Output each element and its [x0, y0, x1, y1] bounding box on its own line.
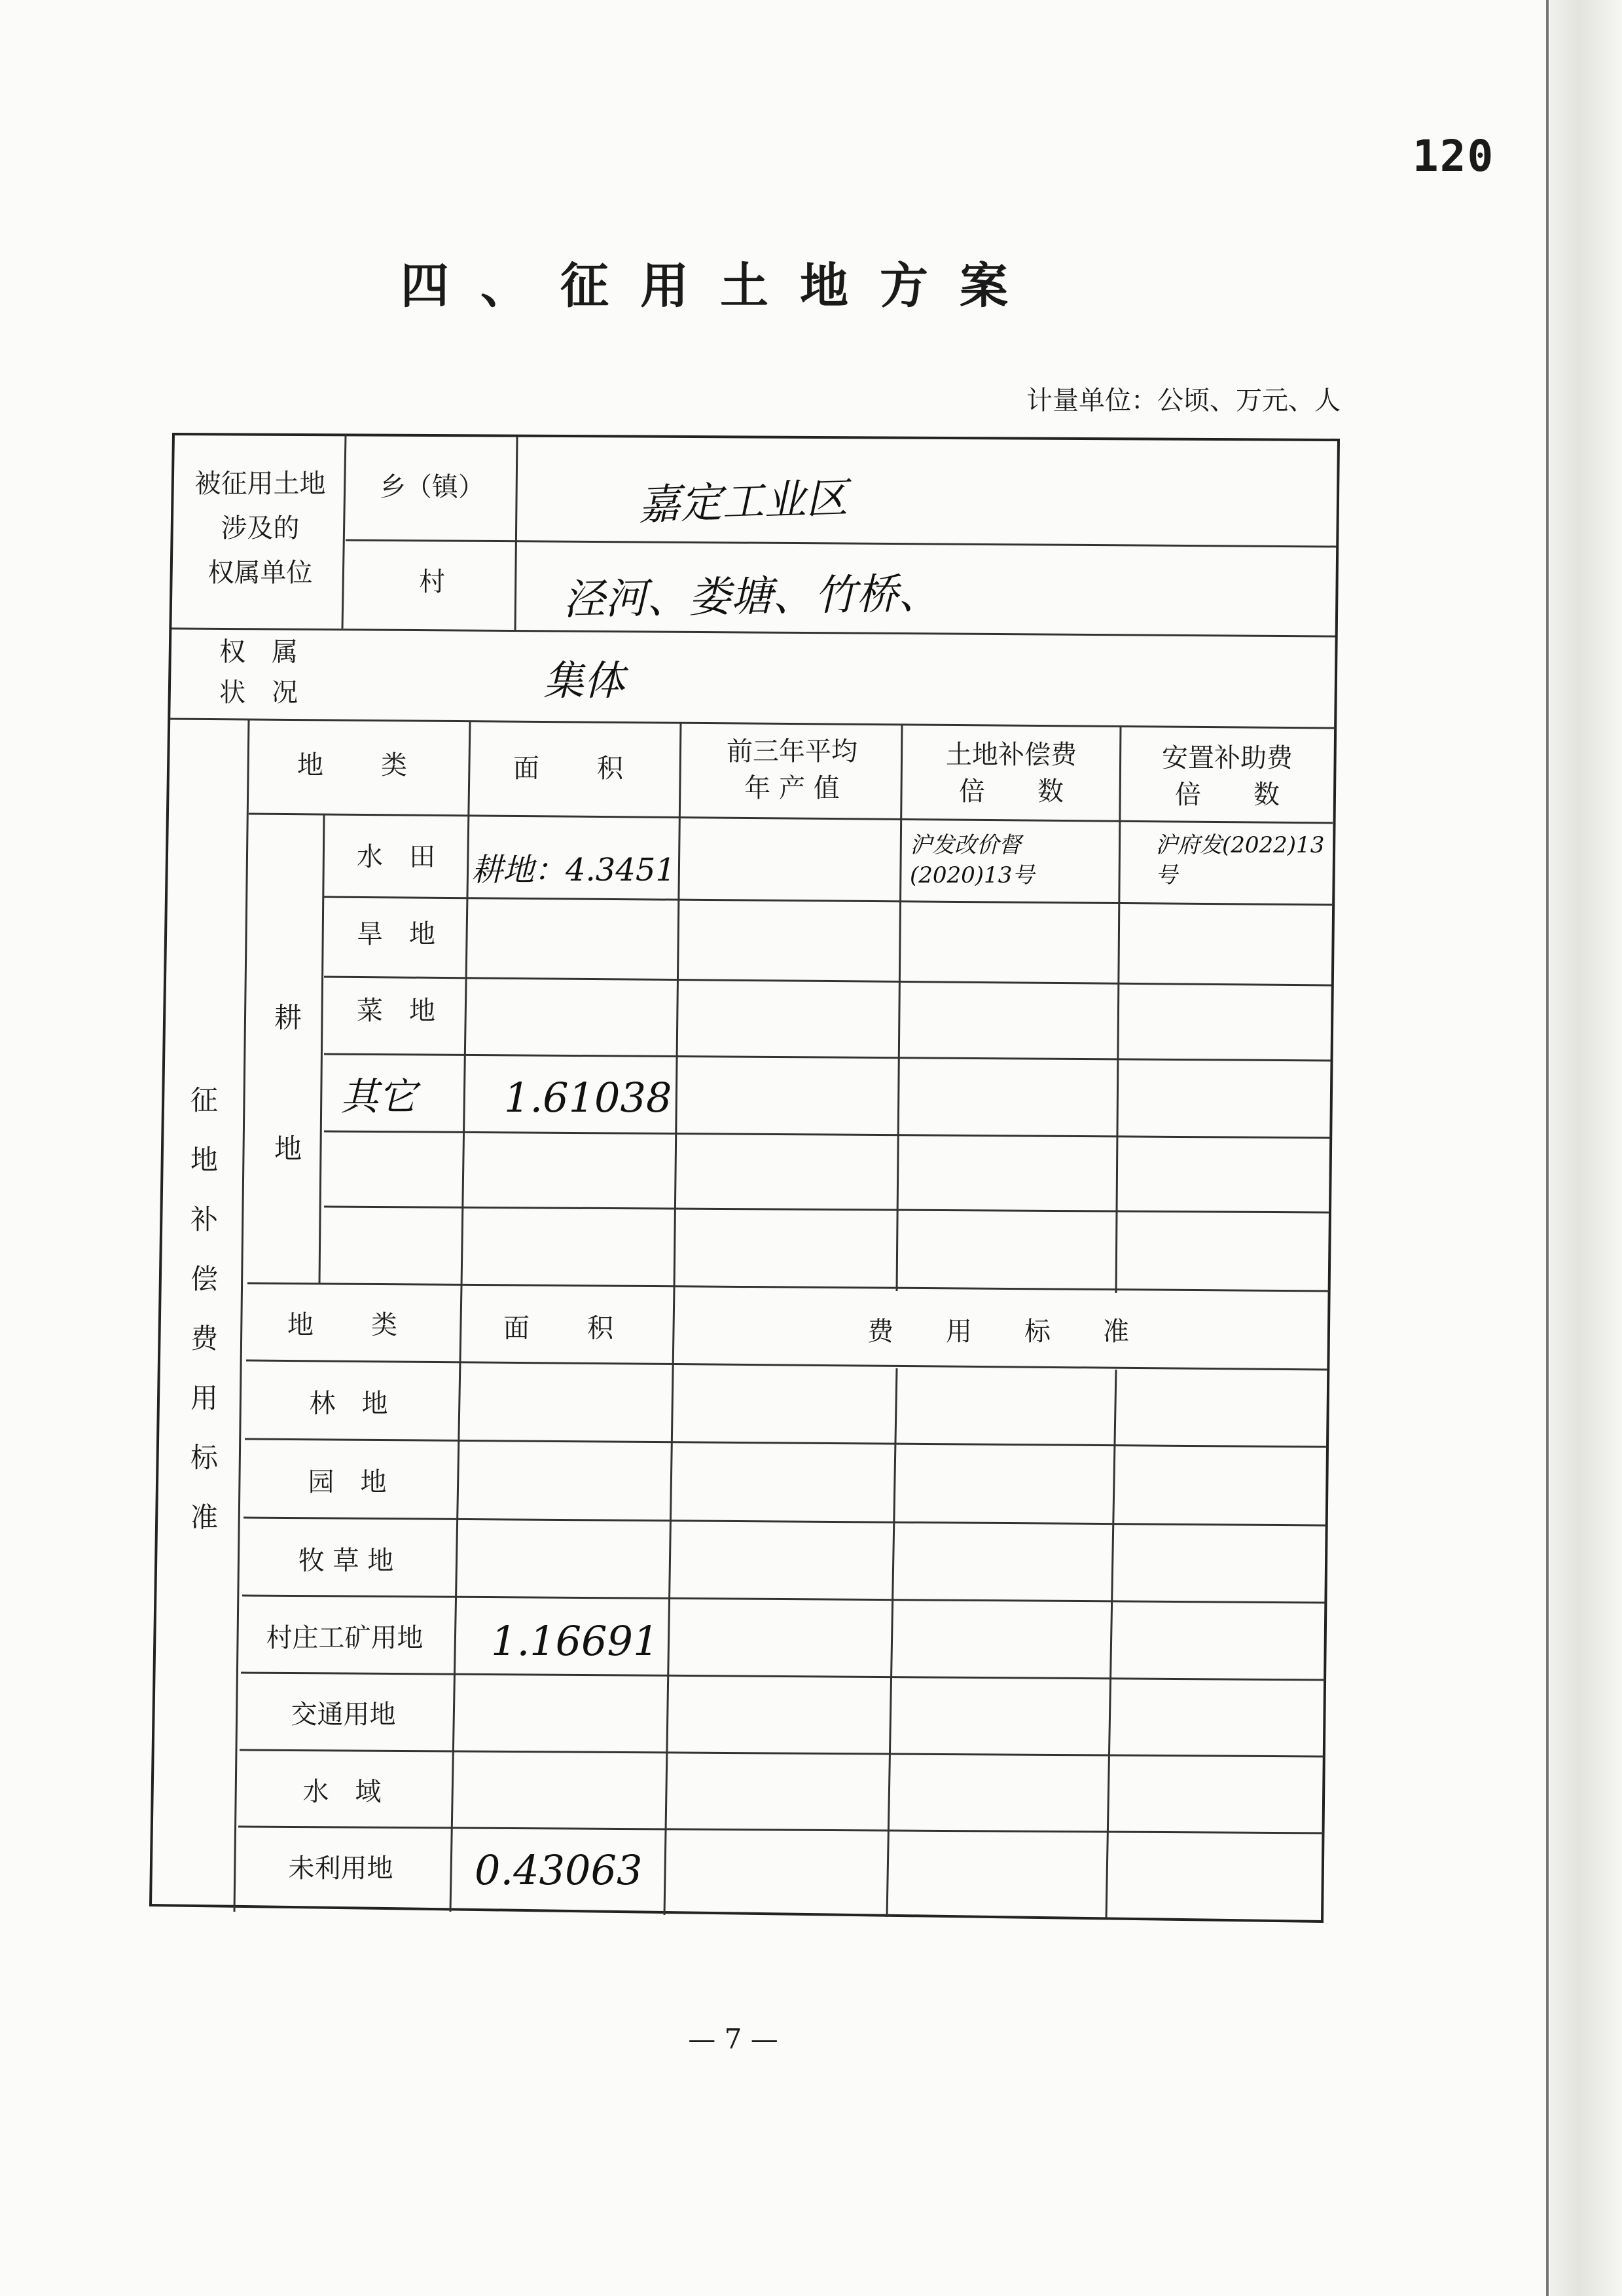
page-number: 120 — [1413, 131, 1495, 181]
cultivated-land-group-label: 耕 地 — [274, 1002, 302, 1165]
t2-row-unused: 未利用地 — [288, 1853, 393, 1884]
t2-row-garden: 园 地 — [308, 1467, 387, 1497]
village-label: 村 — [419, 567, 445, 597]
t2-row-transport: 交通用地 — [291, 1700, 396, 1730]
t2-row-village-industrial: 村庄工矿用地 — [266, 1623, 424, 1653]
t1-header-resettle-multiple: 安置补助费 倍 数 — [1162, 743, 1293, 810]
t1-row-dryland: 旱 地 — [357, 919, 435, 949]
t2-row-water: 水 域 — [302, 1777, 382, 1807]
t1-row-other: 其它 — [340, 1074, 417, 1119]
page-footer: — 7 — — [688, 2023, 778, 2055]
t2-row-pasture: 牧 草 地 — [298, 1546, 394, 1576]
t1-header-land-type: 地 类 — [297, 750, 423, 780]
t2-header-area: 面 积 — [503, 1313, 629, 1343]
t1-paddy-resettle: 沪府发(2022)13号 — [1155, 832, 1325, 888]
t1-header-avg-output: 前三年平均 年 产 值 — [727, 737, 857, 803]
t2-row-forest: 林 地 — [309, 1389, 388, 1419]
page-title: 四、征用土地方案 — [401, 258, 1039, 314]
t1-row-paddy: 水 田 — [357, 842, 435, 872]
compensation-standard-label: 征 地 补 偿 费 用 标 准 — [190, 1084, 218, 1533]
ownership-status-value: 集体 — [543, 657, 625, 704]
village-value: 泾河、娄塘、竹桥、 — [562, 569, 941, 625]
t1-header-land-comp-multiple: 土地补偿费 倍 数 — [946, 740, 1077, 807]
t2-village-industrial-area: 1.16691 — [491, 1617, 659, 1665]
town-value: 嘉定工业区 — [638, 474, 849, 530]
t2-header-fee-standard: 费 用 标 准 — [867, 1317, 1142, 1347]
t1-header-area: 面 积 — [513, 754, 639, 784]
town-label: 乡（镇） — [380, 472, 484, 502]
t1-row-vegetable: 菜 地 — [357, 996, 435, 1026]
t1-other-area: 1.61038 — [504, 1074, 672, 1121]
t2-unused-area: 0.43063 — [475, 1846, 643, 1894]
t1-paddy-area: 耕地：4.3451 — [471, 852, 676, 888]
ownership-status-label: 权 属 状 况 — [219, 637, 298, 708]
t2-header-land-type: 地 类 — [287, 1310, 413, 1340]
unit-note: 计量单位：公顷、万元、人 — [1026, 386, 1341, 416]
t1-paddy-land-comp: 沪发改价督(2020)13号 — [910, 832, 1035, 888]
ownership-units-label: 被征用土地 涉及的 权属单位 — [194, 469, 326, 588]
